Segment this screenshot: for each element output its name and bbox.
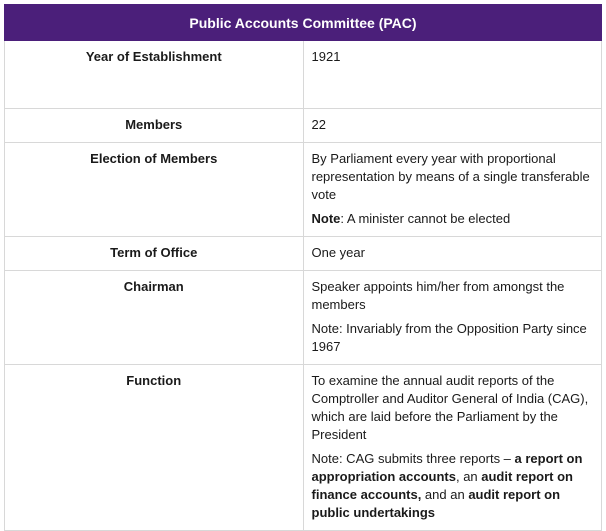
row-value-election-of-members: [303, 143, 602, 237]
note-label: Note: [311, 211, 341, 226]
election-note: [312, 210, 592, 228]
chairman-text: Speaker appoints him/her from amongst the members: [311, 279, 565, 312]
row-value-members: [303, 109, 602, 143]
function-text: To examine the annual audit reports of the Comptroller and Auditor General of India (CAG), which are laid before the Parliament by the President: [311, 373, 589, 442]
row-label-term-of-office: Term of Office: [5, 237, 304, 271]
table-row: [5, 271, 602, 365]
table-row: [5, 109, 602, 143]
function-note-sep-1: , an: [455, 469, 482, 484]
function-note-report-2: audit report on finance accounts,: [311, 469, 573, 502]
row-label-function: Function: [5, 365, 304, 531]
function-note-sep-2: and an: [421, 487, 469, 502]
row-value-year-of-establishment: [303, 41, 602, 109]
row-label-election-of-members: Election of Members: [5, 143, 304, 237]
table-row: [5, 143, 602, 237]
election-note-text: : A minister cannot be elected: [340, 211, 511, 226]
members-value: 22: [311, 117, 326, 132]
term-value: One year: [311, 245, 365, 260]
row-value-function: [303, 365, 602, 531]
function-note-report-1: a report on appropriation accounts: [311, 451, 583, 484]
election-text: By Parliament every year with proportional representation by means of a single transferable vote: [311, 151, 590, 202]
row-label-chairman: Chairman: [5, 271, 304, 365]
row-label-year-of-establishment: Year of Establishment: [5, 41, 304, 109]
pac-table-container: [4, 4, 602, 531]
function-note-intro: Note: CAG submits three reports –: [311, 451, 515, 466]
table-row: [5, 237, 602, 271]
row-value-term-of-office: [303, 237, 602, 271]
row-value-chairman: [303, 271, 602, 365]
pac-table: [4, 4, 602, 531]
table-row: [5, 41, 602, 109]
row-label-members: Members: [5, 109, 304, 143]
function-note: [312, 450, 592, 522]
function-note-report-3: audit report on public undertakings: [311, 487, 561, 520]
year-value: 1921: [311, 49, 341, 64]
chairman-note: Note: Invariably from the Opposition Party since 1967: [311, 321, 587, 354]
table-title: Public Accounts Committee (PAC): [5, 5, 602, 41]
table-row: [5, 365, 602, 531]
